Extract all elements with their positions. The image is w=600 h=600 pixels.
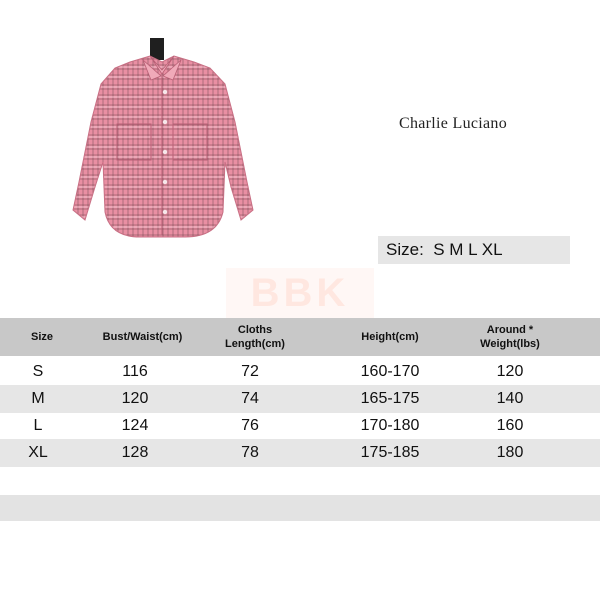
product-photo <box>55 32 270 252</box>
cell-bust-waist: 120 <box>121 390 149 407</box>
table-row <box>0 358 600 386</box>
cell-weight: 120 <box>496 363 524 380</box>
cell-height: 160-170 <box>360 363 420 380</box>
cell-length: 72 <box>241 363 259 380</box>
header-size: Size <box>30 331 53 343</box>
cell-size: S <box>32 363 44 380</box>
cell-size: L <box>33 417 43 434</box>
cell-length: 78 <box>241 444 259 461</box>
cell-bust-waist: 128 <box>121 444 149 461</box>
bottom-band <box>0 495 600 521</box>
cell-size: XL <box>28 444 48 461</box>
cell-weight: 180 <box>496 444 524 461</box>
cell-length: 74 <box>241 390 259 407</box>
cell-size: M <box>31 390 45 407</box>
table-row <box>0 385 600 413</box>
cell-weight: 140 <box>496 390 524 407</box>
cell-bust-waist: 124 <box>121 417 149 434</box>
header-bust-waist: Bust/Waist(cm) <box>102 331 183 343</box>
size-banner-text: Size: S M L XL <box>386 240 503 259</box>
table-header <box>0 318 600 356</box>
header-height: Height(cm) <box>361 331 419 343</box>
cell-height: 175-185 <box>360 444 420 461</box>
cell-height: 170-180 <box>360 417 420 434</box>
header-cloths-length: Cloths Length(cm) <box>225 324 285 350</box>
cell-length: 76 <box>241 417 259 434</box>
cell-weight: 160 <box>496 417 524 434</box>
cell-height: 165-175 <box>360 390 420 407</box>
brand-name: Charlie Luciano <box>399 115 508 132</box>
cell-bust-waist: 116 <box>122 363 148 380</box>
header-weight: Around * Weight(lbs) <box>480 324 540 350</box>
table-row <box>0 439 600 467</box>
size-banner <box>378 236 570 264</box>
watermark <box>226 268 374 318</box>
table-row <box>0 412 600 440</box>
watermark-text: BBK <box>250 271 350 315</box>
